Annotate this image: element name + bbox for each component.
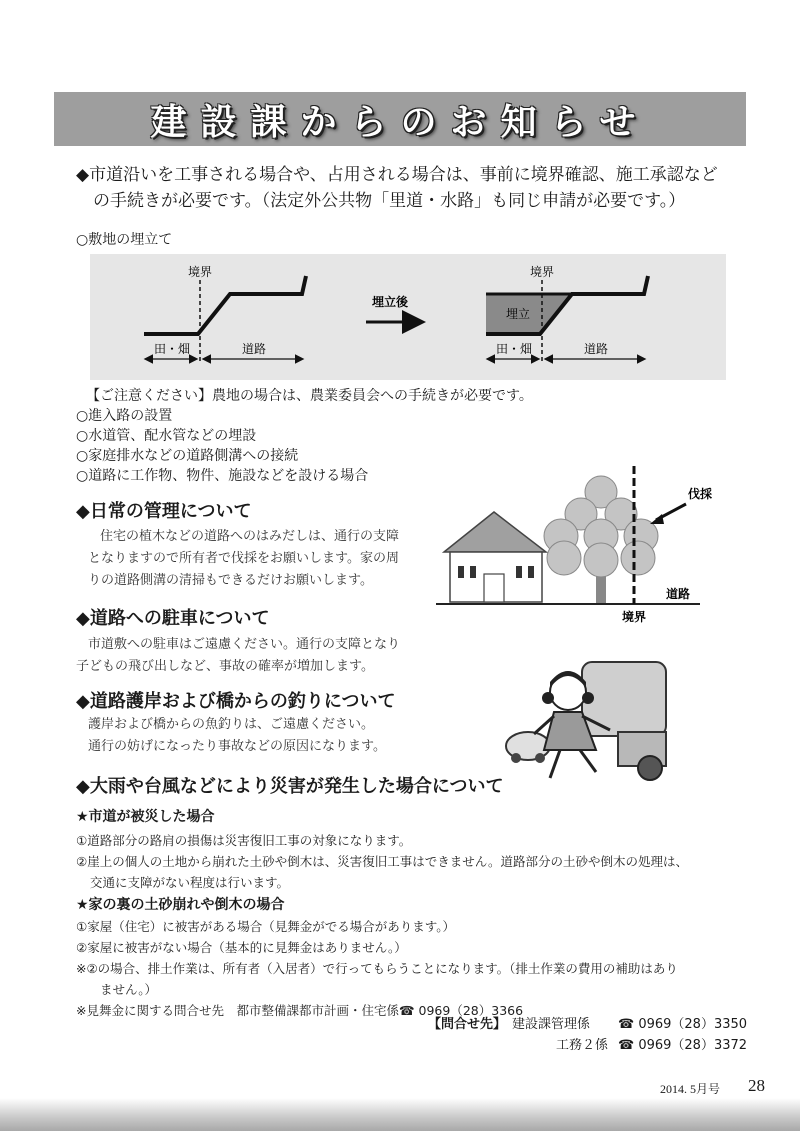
fishing-heading: ◆道路護岸および橋からの釣りについて	[76, 691, 396, 712]
daily-line: りの道路側溝の清掃もできるだけお願いします。	[88, 573, 373, 588]
title-banner	[54, 92, 746, 146]
contact-tel-2: ☎ 0969（28）3372	[618, 1038, 748, 1053]
note-item: ○水道管、配水管などの埋設	[76, 428, 257, 444]
lead-paragraph	[76, 162, 736, 214]
boundary-label-after: 境界	[529, 265, 555, 279]
issue-label: 2014. 5月号	[660, 1082, 721, 1096]
landfill-diagram	[90, 254, 726, 380]
contact-dept-1: 建設課管理係	[512, 1017, 591, 1032]
contact-tel-1: ☎ 0969（28）3350	[618, 1017, 748, 1032]
fill-label: 埋立	[505, 307, 531, 321]
footer-bar	[0, 1098, 800, 1131]
disaster-line: ※見舞金に関する問合せ先 都市整備課都市計画・住宅係☎ 0969（28）3366	[76, 1003, 524, 1018]
parking-line: 市道敷への駐車はご遠慮ください。通行の支障となり	[88, 637, 401, 652]
field-label-after: 田・畑	[495, 342, 533, 356]
contact-dept-2: 工務２係	[556, 1038, 609, 1053]
contact-label: 【問合せ先】	[428, 1017, 507, 1032]
cut-label: 伐採	[687, 487, 713, 501]
fishing-line: 通行の妨げになったり事故などの原因になります。	[88, 739, 386, 754]
lead-line-1: ◆市道沿いを工事される場合や、占用される場合は、事前に境界確認、施工承認など	[76, 165, 718, 185]
disaster-line: 交通に支障がない程度は行います。	[90, 875, 290, 890]
disaster-heading: ◆大雨や台風などにより災害が発生した場合について	[76, 776, 504, 797]
page-number: 28	[748, 1076, 765, 1095]
daily-line: となりますので所有者で伐採をお願いします。家の周	[88, 551, 399, 566]
boundary-label: 境界	[621, 610, 647, 624]
truck-body	[582, 662, 666, 736]
disaster-line: ①家屋（住宅）に被害がある場合（見舞金がでる場合があります。）	[76, 919, 455, 934]
note-item: ○進入路の設置	[76, 408, 173, 424]
field-label-before: 田・畑	[153, 342, 191, 356]
disaster-line: ※②の場合、排土作業は、所有者（入居者）で行ってもらうことになります。（排土作業の費用の補助はあり	[76, 961, 678, 976]
daily-body	[88, 526, 399, 592]
disaster-line: ②崖上の個人の土地から崩れた土砂や倒木は、災害復旧工事はできません。道路部分の土砂や倒木の処理は、	[76, 854, 688, 869]
parking-line: 子どもの飛び出しなど、事故の確率が増加します。	[76, 659, 374, 674]
contact-block	[428, 1014, 747, 1056]
disaster-sub2: ★家の裏の土砂崩れや倒木の場合	[76, 897, 285, 913]
child-truck-illustration	[500, 654, 670, 792]
fishing-line: 護岸および橋からの魚釣りは、ご遠慮ください。	[88, 717, 375, 732]
disaster-sub2-body	[76, 916, 678, 1021]
lead-line-2: の手続きが必要です。（法定外公共物「里道・水路」も同じ申請が必要です。）	[93, 191, 686, 211]
disaster-line: ②家屋に被害がない場合（基本的に見舞金はありません。）	[76, 940, 407, 955]
house-roof	[444, 512, 546, 552]
disaster-sub1-body	[76, 830, 688, 893]
parking-body	[76, 634, 401, 678]
house-tree-illustration	[436, 462, 746, 632]
house-door	[484, 574, 504, 602]
parking-heading: ◆道路への駐車について	[76, 608, 270, 629]
caution-text: 【ご注意ください】農地の場合は、農業委員会への手続きが必要です。	[86, 388, 533, 404]
page-title: 建設課からのお知らせ	[150, 101, 650, 143]
ground-line-before	[144, 276, 306, 334]
daily-line: 住宅の植木などの道路へのはみだしは、通行の支障	[100, 529, 400, 544]
note-item: ○家庭排水などの道路側溝への接続	[76, 448, 299, 464]
arrow-label: 埋立後	[371, 295, 409, 309]
disaster-line: ません。）	[100, 982, 158, 997]
road-label: 道路	[665, 587, 691, 601]
daily-heading: ◆日常の管理について	[76, 501, 252, 522]
boundary-label-before: 境界	[187, 265, 213, 279]
road-label-before: 道路	[241, 342, 267, 356]
disaster-line: ①道路部分の路肩の損傷は災害復旧工事の対象になります。	[76, 833, 412, 848]
fishing-body	[88, 714, 386, 758]
disaster-sub1: ★市道が被災した場合	[76, 809, 215, 825]
landfill-heading: ○敷地の埋立て	[76, 232, 173, 248]
truck-wheel	[638, 756, 662, 780]
road-label-after: 道路	[583, 342, 609, 356]
note-item: ○道路に工作物、物件、施設などを設ける場合	[76, 468, 369, 484]
